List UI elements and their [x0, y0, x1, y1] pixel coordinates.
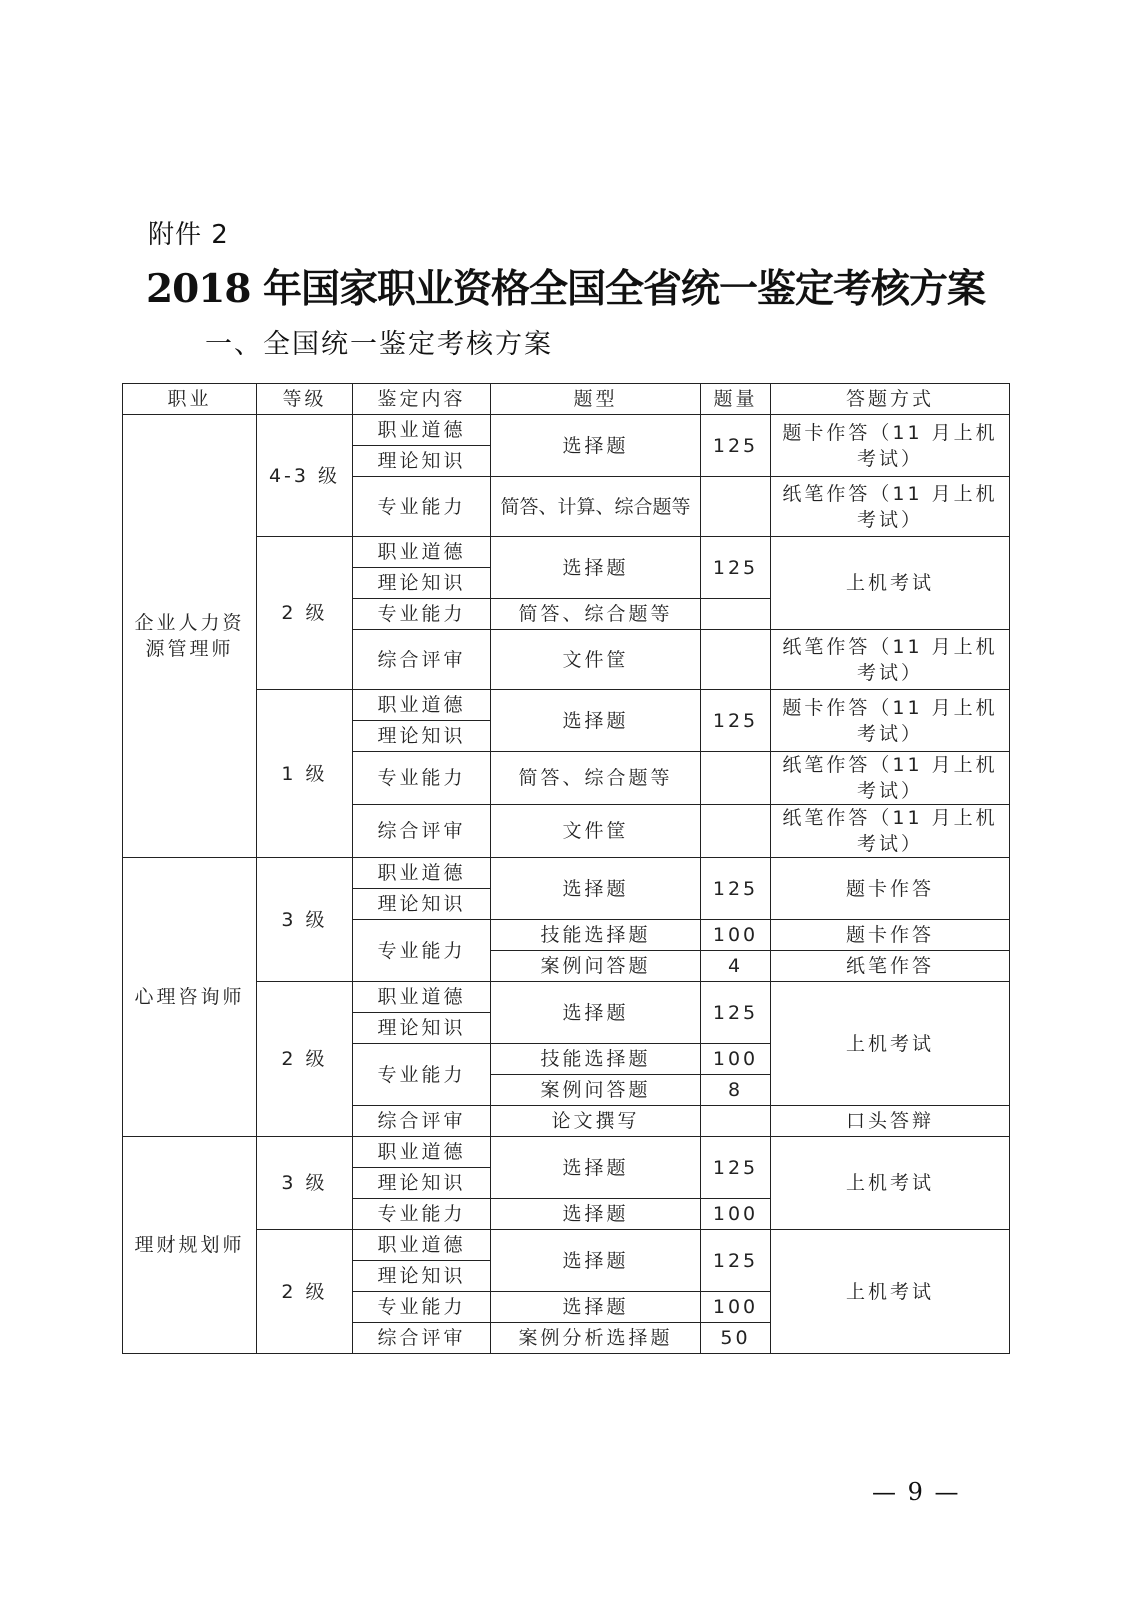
type-cell: 选择题 — [491, 1199, 701, 1230]
type-cell: 简答、综合题等 — [491, 599, 701, 630]
quantity-cell: 125 — [701, 982, 771, 1044]
occupation-cell: 企业人力资源管理师 — [123, 415, 257, 858]
section-heading: 一、全国统一鉴定考核方案 — [205, 329, 553, 360]
type-cell: 简答、计算、综合题等 — [491, 477, 701, 537]
quantity-cell: 125 — [701, 537, 771, 599]
type-cell: 案例分析选择题 — [491, 1323, 701, 1354]
quantity-cell — [701, 1106, 771, 1137]
table-row — [123, 415, 1010, 446]
quantity-cell: 125 — [701, 415, 771, 477]
page-number: — 9 — — [872, 1478, 961, 1506]
type-cell: 选择题 — [491, 537, 701, 599]
content-cell: 专业能力 — [353, 920, 491, 982]
quantity-cell: 125 — [701, 1230, 771, 1292]
mode-cell: 题卡作答（11 月上机考试） — [771, 690, 1010, 752]
mode-cell: 口头答辩 — [771, 1106, 1010, 1137]
content-cell: 职业道德 — [353, 1230, 491, 1261]
document-title: 2018 年国家职业资格全国全省统一鉴定考核方案 — [145, 266, 986, 312]
table-row — [123, 537, 1010, 568]
level-cell: 2 级 — [257, 1230, 353, 1354]
assessment-plan-table — [122, 383, 1010, 1354]
quantity-cell: 125 — [701, 858, 771, 920]
quantity-cell — [701, 630, 771, 690]
mode-cell: 纸笔作答（11 月上机考试） — [771, 805, 1010, 858]
content-cell: 专业能力 — [353, 1044, 491, 1106]
content-cell: 职业道德 — [353, 982, 491, 1013]
occupation-cell: 心理咨询师 — [123, 858, 257, 1137]
table-row — [123, 690, 1010, 721]
level-cell: 2 级 — [257, 982, 353, 1137]
type-cell: 文件筐 — [491, 805, 701, 858]
content-cell: 综合评审 — [353, 1106, 491, 1137]
content-cell: 专业能力 — [353, 1199, 491, 1230]
content-cell: 职业道德 — [353, 1137, 491, 1168]
type-cell: 论文撰写 — [491, 1106, 701, 1137]
table-row — [123, 858, 1010, 889]
level-cell: 4-3 级 — [257, 415, 353, 537]
content-cell: 理论知识 — [353, 568, 491, 599]
header-cell: 题型 — [491, 384, 701, 415]
content-cell: 专业能力 — [353, 1292, 491, 1323]
header-cell: 鉴定内容 — [353, 384, 491, 415]
type-cell: 选择题 — [491, 1137, 701, 1199]
type-cell: 选择题 — [491, 690, 701, 752]
level-cell: 3 级 — [257, 858, 353, 982]
type-cell: 技能选择题 — [491, 1044, 701, 1075]
quantity-cell: 100 — [701, 1044, 771, 1075]
mode-cell: 纸笔作答（11 月上机考试） — [771, 752, 1010, 805]
content-cell: 理论知识 — [353, 1013, 491, 1044]
type-cell: 技能选择题 — [491, 920, 701, 951]
type-cell: 选择题 — [491, 415, 701, 477]
table-row — [123, 1230, 1010, 1261]
attachment-label: 附件 2 — [148, 220, 229, 250]
content-cell: 理论知识 — [353, 1261, 491, 1292]
header-cell: 答题方式 — [771, 384, 1010, 415]
type-cell: 案例问答题 — [491, 1075, 701, 1106]
mode-cell: 纸笔作答 — [771, 951, 1010, 982]
header-cell: 题量 — [701, 384, 771, 415]
mode-cell: 题卡作答 — [771, 920, 1010, 951]
table-header-row — [123, 384, 1010, 415]
content-cell: 理论知识 — [353, 446, 491, 477]
content-cell: 综合评审 — [353, 1323, 491, 1354]
quantity-cell: 125 — [701, 1137, 771, 1199]
content-cell: 专业能力 — [353, 752, 491, 805]
quantity-cell: 125 — [701, 690, 771, 752]
mode-cell: 上机考试 — [771, 537, 1010, 630]
quantity-cell — [701, 752, 771, 805]
type-cell: 案例问答题 — [491, 951, 701, 982]
content-cell: 综合评审 — [353, 805, 491, 858]
mode-cell: 纸笔作答（11 月上机考试） — [771, 477, 1010, 537]
mode-cell: 题卡作答（11 月上机考试） — [771, 415, 1010, 477]
content-cell: 理论知识 — [353, 889, 491, 920]
quantity-cell — [701, 477, 771, 537]
content-cell: 理论知识 — [353, 721, 491, 752]
mode-cell: 上机考试 — [771, 982, 1010, 1106]
table-row — [123, 982, 1010, 1013]
mode-cell: 题卡作答 — [771, 858, 1010, 920]
quantity-cell: 100 — [701, 1292, 771, 1323]
content-cell: 职业道德 — [353, 537, 491, 568]
content-cell: 综合评审 — [353, 630, 491, 690]
content-cell: 职业道德 — [353, 690, 491, 721]
header-cell: 职业 — [123, 384, 257, 415]
type-cell: 选择题 — [491, 1230, 701, 1292]
level-cell: 3 级 — [257, 1137, 353, 1230]
mode-cell: 上机考试 — [771, 1230, 1010, 1354]
quantity-cell: 50 — [701, 1323, 771, 1354]
mode-cell: 上机考试 — [771, 1137, 1010, 1230]
type-cell: 简答、综合题等 — [491, 752, 701, 805]
content-cell: 职业道德 — [353, 415, 491, 446]
type-cell: 文件筐 — [491, 630, 701, 690]
type-cell: 选择题 — [491, 982, 701, 1044]
quantity-cell — [701, 599, 771, 630]
quantity-cell: 4 — [701, 951, 771, 982]
content-cell: 专业能力 — [353, 599, 491, 630]
quantity-cell: 100 — [701, 1199, 771, 1230]
quantity-cell: 8 — [701, 1075, 771, 1106]
type-cell: 选择题 — [491, 1292, 701, 1323]
mode-cell: 纸笔作答（11 月上机考试） — [771, 630, 1010, 690]
type-cell: 选择题 — [491, 858, 701, 920]
level-cell: 1 级 — [257, 690, 353, 858]
quantity-cell: 100 — [701, 920, 771, 951]
occupation-cell: 理财规划师 — [123, 1137, 257, 1354]
header-cell: 等级 — [257, 384, 353, 415]
table-row — [123, 1137, 1010, 1168]
level-cell: 2 级 — [257, 537, 353, 690]
content-cell: 理论知识 — [353, 1168, 491, 1199]
quantity-cell — [701, 805, 771, 858]
content-cell: 专业能力 — [353, 477, 491, 537]
content-cell: 职业道德 — [353, 858, 491, 889]
